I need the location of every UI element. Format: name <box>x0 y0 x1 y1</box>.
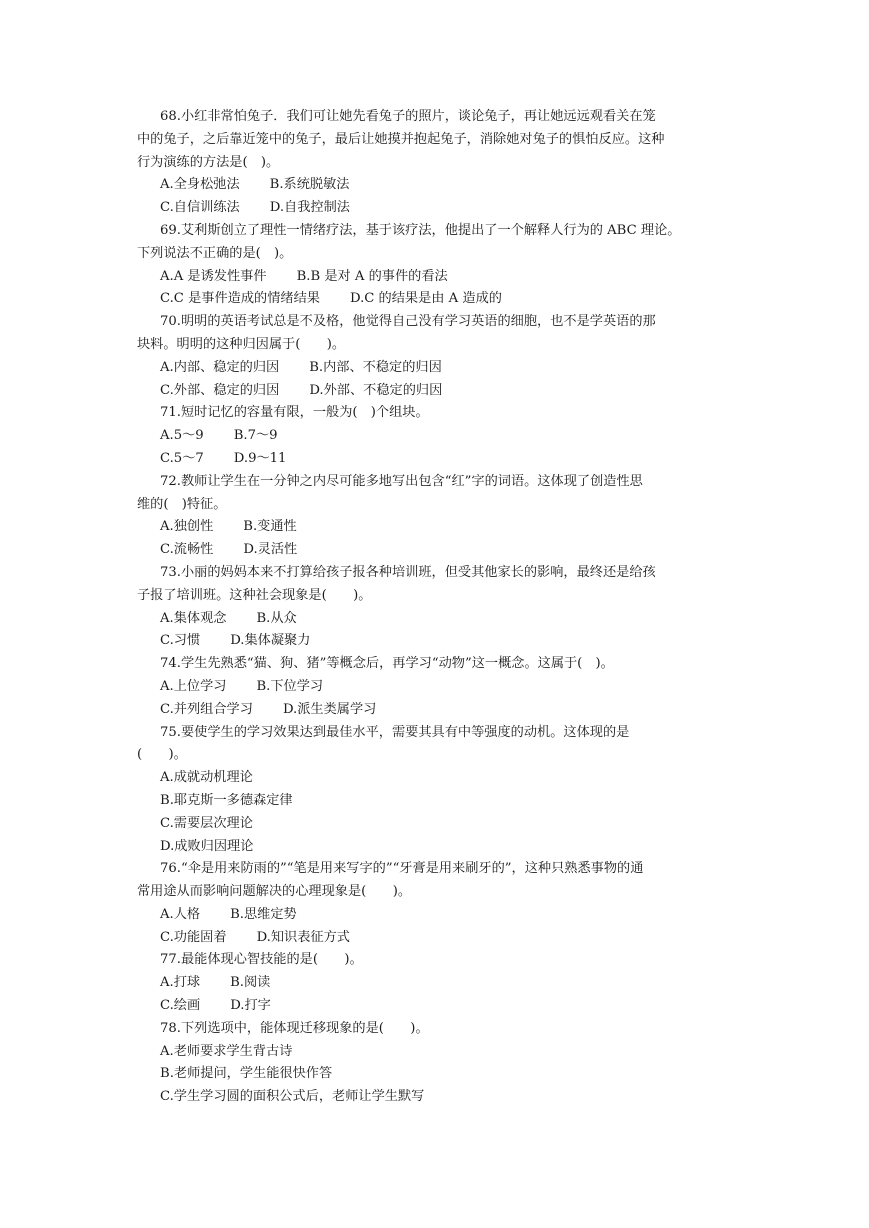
question-block <box>137 311 737 402</box>
question-stem: 75.要使学生的学习效果达到最佳水平，需要其具有中等强度的动机。这体现的是 <box>160 724 630 740</box>
answer-option: A.集体观念 <box>160 610 227 626</box>
option-row <box>137 1063 737 1086</box>
question-block <box>137 949 737 1017</box>
answer-option: C.学生学习圆的面积公式后，老师让学生默写 <box>160 1089 425 1105</box>
answer-option: C.5～7 <box>160 450 204 466</box>
answer-option: C.自信训练法 <box>160 200 240 216</box>
answer-option: D.集体凝聚力 <box>230 633 311 649</box>
option-row <box>137 790 737 813</box>
question-stem-continuation: 常用途从而影响问题解决的心理现象是( )。 <box>137 884 412 900</box>
question-stem-continuation: ( )。 <box>137 747 187 763</box>
option-row <box>137 927 737 950</box>
option-row <box>137 516 737 539</box>
question-stem-continuation: 块料。明明的这种归因属于( )。 <box>137 336 346 352</box>
option-row <box>137 836 737 859</box>
question-stem: 76.“伞是用来防雨的”“笔是用来写字的”“牙膏是用来刷牙的”，这种只熟悉事物的通 <box>160 861 644 877</box>
option-row <box>137 995 737 1018</box>
option-row <box>137 699 737 722</box>
answer-option: B.耶克斯一多德森定律 <box>160 792 293 808</box>
option-row <box>137 1041 737 1064</box>
answer-option: C.功能固着 <box>160 929 227 945</box>
answer-option: A.内部、稳定的归因 <box>160 359 280 375</box>
answer-option: C.需要层次理论 <box>160 815 253 831</box>
question-block <box>137 858 737 949</box>
question-stem-continuation: 维的( )特征。 <box>137 496 227 512</box>
option-row <box>137 972 737 995</box>
question-stem-continuation: 中的兔子，之后靠近笼中的兔子，最后让她摸并抱起兔子，消除她对兔子的惧怕反应。这种 <box>137 131 665 147</box>
answer-option: B.阅读 <box>230 975 271 991</box>
answer-option: A.人格 <box>160 906 201 922</box>
answer-option: D.派生类属学习 <box>282 701 377 717</box>
option-row <box>137 539 737 562</box>
question-stem: 72.教师让学生在一分钟之内尽可能多地写出包含“红”字的词语。这体现了创造性思 <box>160 473 643 489</box>
answer-option: A.打球 <box>160 975 201 991</box>
question-stem: 71.短时记忆的容量有限，一般为( )个组块。 <box>160 405 429 421</box>
answer-option: D.灵活性 <box>243 542 298 558</box>
answer-option: B.变通性 <box>243 519 297 535</box>
question-stem: 69.艾利斯创立了理性一情绪疗法，基于该疗法，他提出了一个解释人行为的 ABC 理论。 <box>160 222 681 238</box>
question-stem-continuation: 子报了培训班。这种社会现象是( )。 <box>137 587 372 603</box>
question-block <box>137 471 737 562</box>
answer-option: D.外部、不稳定的归因 <box>309 382 443 398</box>
question-stem: 77.最能体现心智技能的是( )。 <box>160 952 363 968</box>
question-block <box>137 653 737 721</box>
option-row <box>137 288 737 311</box>
question-stem: 73.小丽的妈妈本来不打算给孩子报各种培训班，但受其他家长的影响，最终还是给孩 <box>160 564 656 580</box>
question-block <box>137 722 737 859</box>
answer-option: C.绘画 <box>160 998 201 1014</box>
answer-option: D.自我控制法 <box>269 200 350 216</box>
option-row <box>137 676 737 699</box>
answer-option: B.老师提问，学生能很快作答 <box>160 1066 333 1082</box>
question-stem: 74.学生先熟悉“猫、狗、猪”等概念后，再学习“动物”这一概念。这属于( )。 <box>160 656 614 672</box>
answer-option: B.系统脱敏法 <box>269 177 350 193</box>
answer-option: A.上位学习 <box>160 678 227 694</box>
answer-option: C.流畅性 <box>160 542 214 558</box>
answer-option: D.C 的结果是由 A 造成的 <box>349 291 502 307</box>
answer-option: A.A 是诱发性事件 <box>160 268 267 284</box>
answer-option: A.全身松弛法 <box>160 177 240 193</box>
question-stem: 78.下列选项中，能体现迁移现象的是( )。 <box>160 1020 429 1036</box>
answer-option: D.打字 <box>230 998 271 1014</box>
answer-option: D.9～11 <box>233 450 287 466</box>
option-row <box>137 1086 737 1109</box>
option-row <box>137 425 737 448</box>
option-row <box>137 630 737 653</box>
answer-option: D.成败归因理论 <box>160 838 254 854</box>
answer-option: C.习惯 <box>160 633 201 649</box>
option-row <box>137 197 737 220</box>
option-row <box>137 608 737 631</box>
answer-option: C.C 是事件造成的情绪结果 <box>160 291 320 307</box>
answer-option: B.内部、不稳定的归因 <box>309 359 442 375</box>
question-stem-continuation: 行为演练的方法是( )。 <box>137 154 280 170</box>
answer-option: C.并列组合学习 <box>160 701 253 717</box>
question-list <box>137 106 737 1109</box>
option-row <box>137 767 737 790</box>
question-stem: 68.小红非常怕兔子．我们可让她先看兔子的照片，谈论兔子，再让她远远观看关在笼 <box>160 109 656 124</box>
question-block <box>137 106 737 220</box>
question-block <box>137 562 737 653</box>
question-block <box>137 220 737 311</box>
answer-option: C.外部、稳定的归因 <box>160 382 280 398</box>
answer-option: B.B 是对 A 的事件的看法 <box>296 268 448 284</box>
answer-option: B.下位学习 <box>256 678 324 694</box>
question-stem-continuation: 下列说法不正确的是( )。 <box>137 245 293 261</box>
answer-option: D.知识表征方式 <box>256 929 350 945</box>
option-row <box>137 266 737 289</box>
option-row <box>137 448 737 471</box>
answer-option: B.从众 <box>256 610 297 626</box>
answer-option: A.成就动机理论 <box>160 770 253 786</box>
question-block <box>137 1018 737 1109</box>
question-stem: 70.明明的英语考试总是不及格，他觉得自己没有学习英语的细胞，也不是学英语的那 <box>160 314 656 330</box>
option-row <box>137 380 737 403</box>
answer-option: A.5～9 <box>160 428 204 444</box>
option-row <box>137 904 737 927</box>
option-row <box>137 357 737 380</box>
option-row <box>137 813 737 836</box>
answer-option: A.独创性 <box>160 519 214 535</box>
question-block <box>137 402 737 470</box>
answer-option: B.7～9 <box>233 428 278 444</box>
answer-option: A.老师要求学生背古诗 <box>160 1043 293 1059</box>
answer-option: B.思维定势 <box>230 906 297 922</box>
option-row <box>137 174 737 197</box>
